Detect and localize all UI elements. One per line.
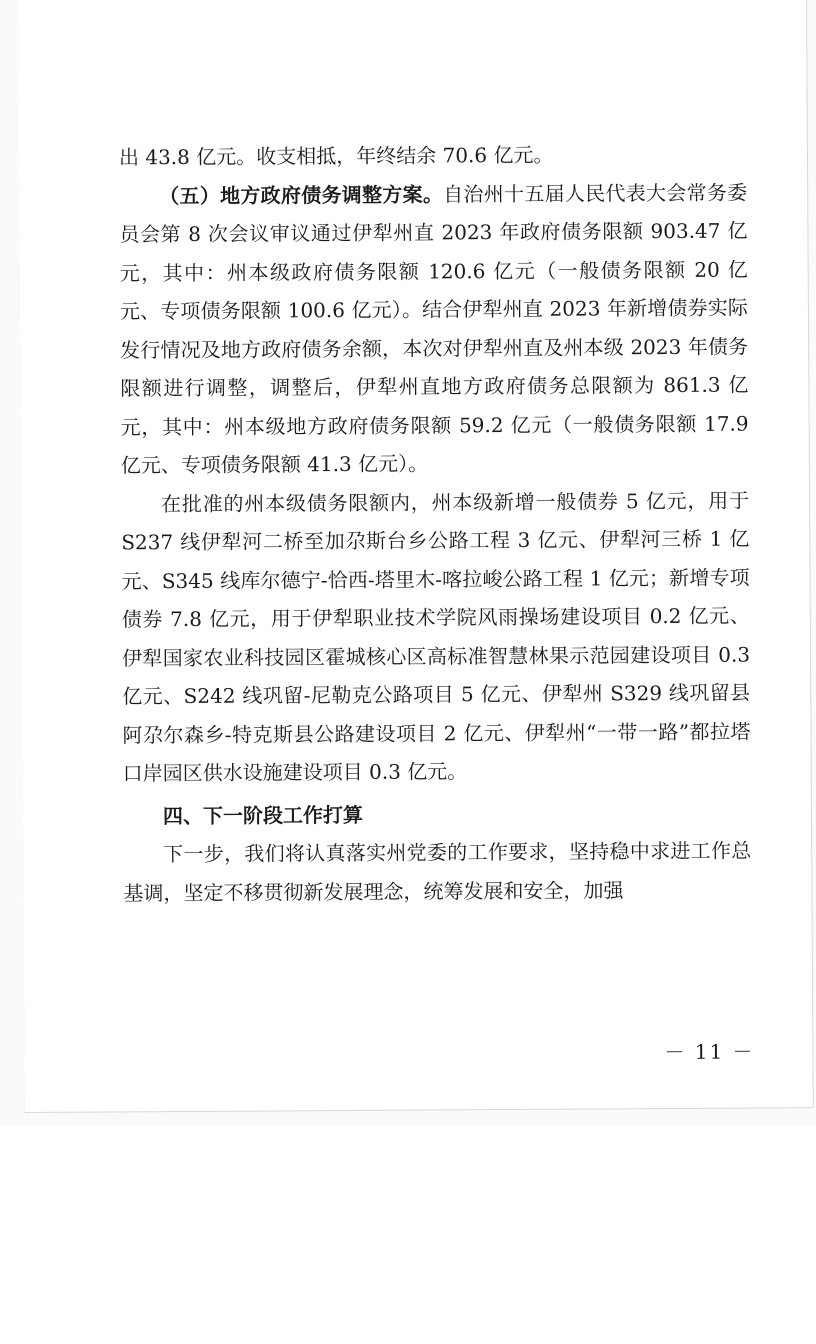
paragraph-debt-adjustment-text: 自治州十五届人民代表大会常务委员会第 8 次会议审议通过伊犁州直 2023 年政府债务限额 903.47 亿元，其中：州本级政府债务限额 120.6 亿元（一般债务限额 20 亿元、专项债务限额 100.6 亿元）。结合伊犁州直 2023 年新增债券实际发行情况及地方政府债务余额，本次对伊犁州直及州本级 2023 年债务限额进行调整，调整后，伊犁州直地方政府债务总限额为 861.3 亿元，其中：州本级地方政府债务限额 59.2 亿元（一般债务限额 17.9 亿元、专项债务限额 41.3 亿元）。 xyxy=(119,180,749,478)
section-heading: 四、下一阶段工作打算 xyxy=(162,802,364,828)
blank-margin xyxy=(0,1126,816,1344)
document-page xyxy=(18,0,813,1112)
paragraph-bond-allocation: 在批准的州本级债务限额内，州本级新增一般债券 5 亿元，用于 S237 线伊犁河二桥至加尕斯台乡公路工程 3 亿元、伊犁河三桥 1 亿元、S345 线库尔德宁-恰西-塔里木-喀拉峻公路工程 1 亿元；新增专项债券 7.8 亿元，用于伊犁职业技术学院风雨操场建设项目 0.2 亿元、伊犁国家农业科技园区霍城核心区高标准智慧林果示范园建设项目 0.3 亿元、S242 线巩留-尼勒克公路项目 5 亿元、伊犁州 S329 线巩留县阿尕尔森乡-特克斯县公路建设项目 2 亿元、伊犁州“一带一路”都拉塔口岸园区供水设施建设项目 0.3 亿元。 xyxy=(121,488,751,786)
paragraph-next-steps: 下一步，我们将认真落实州党委的工作要求，坚持稳中求进工作总基调，坚定不移贯彻新发展理念，统筹发展和安全，加强 xyxy=(123,838,752,905)
paragraph-debt-adjustment xyxy=(119,173,749,485)
document-body xyxy=(119,135,752,913)
paragraph-revenue-summary: 出 43.8 亿元。收支相抵，年终结余 70.6 亿元。 xyxy=(118,142,554,170)
subsection-heading: （五）地方政府债务调整方案。 xyxy=(159,181,444,208)
page-number: － 11 － xyxy=(664,1039,755,1065)
